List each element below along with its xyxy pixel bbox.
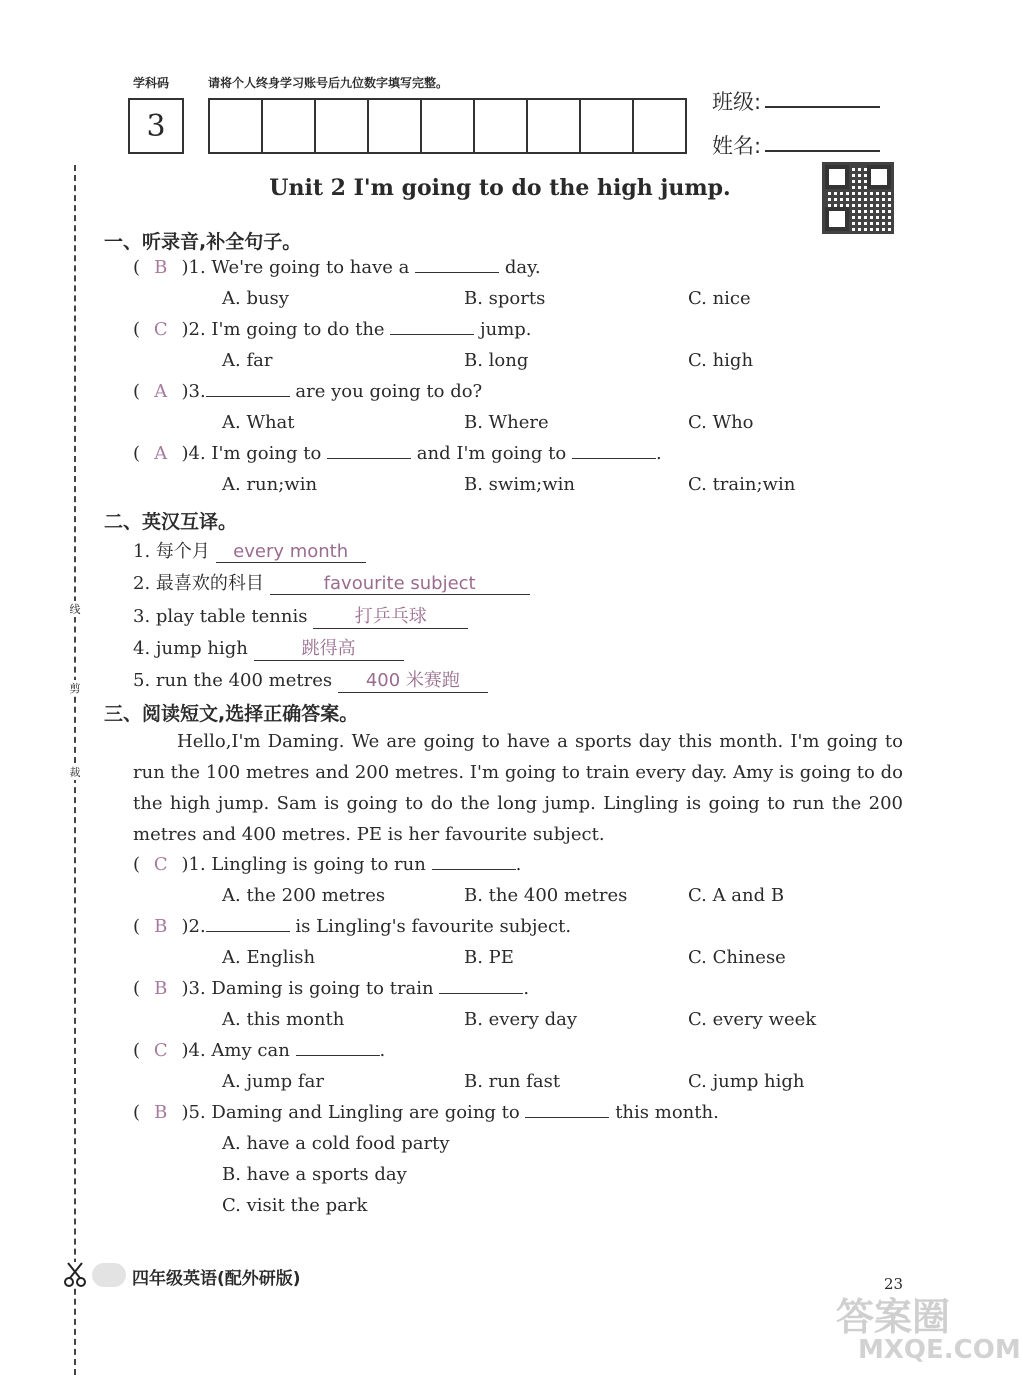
s3-question-1: ( C )1. Lingling is going to run . [133,854,522,875]
digit-box[interactable] [422,100,475,152]
digit-box[interactable] [369,100,422,152]
digit-box[interactable] [581,100,634,152]
name-field[interactable] [765,128,880,152]
answer-mark: A [154,443,168,464]
scissors-icon [62,1262,88,1288]
option-a: A. English [222,947,316,968]
handwritten-answer[interactable]: 跳得高 [254,634,404,661]
answer-blank[interactable] [415,272,499,273]
section3-heading: 三、阅读短文,选择正确答案。 [104,703,359,725]
s3-question-5: ( B )5. Daming and Lingling are going to this month. [133,1102,719,1123]
class-field[interactable] [765,84,880,108]
subject-code-label: 学科码 [133,76,170,90]
s3-question-4: ( C )4. Amy can . [133,1040,386,1061]
margin-cut-label: 剪 [66,680,84,696]
digit-box[interactable] [634,100,685,152]
answer-blank[interactable] [439,993,523,994]
option-a: A. have a cold food party [222,1133,450,1154]
watermark-logo: 答案圈 [836,1295,951,1339]
handwritten-answer[interactable]: 400 米赛跑 [338,666,488,693]
account-instruction: 请将个人终身学习账号后九位数字填写完整。 [208,76,449,90]
answer-mark: B [154,1102,168,1123]
option-b: B. swim;win [464,474,575,495]
s1-question-4: ( A )4. I'm going to and I'm going to . [133,443,662,464]
handwritten-answer[interactable]: every month [216,541,366,563]
option-b: B. run fast [464,1071,561,1092]
option-c: C. A and B [688,885,785,906]
option-c: C. train;win [688,474,796,495]
option-c: C. high [688,350,754,371]
option-c: C. every week [688,1009,817,1030]
page-number: 23 [884,1275,904,1293]
answer-blank[interactable] [296,1055,380,1056]
answer-blank[interactable] [206,396,290,397]
option-a: A. What [222,412,295,433]
name-label: 姓名: [712,134,762,158]
option-a: A. far [222,350,273,371]
digit-box[interactable] [475,100,528,152]
option-a: A. run;win [222,474,318,495]
option-c: C. jump high [688,1071,805,1092]
digit-box[interactable] [528,100,581,152]
handwritten-answer[interactable]: favourite subject [270,573,530,595]
s1-question-1: ( B )1. We're going to have a day. [133,257,541,278]
s3-question-2: ( B )2. is Lingling's favourite subject. [133,916,572,937]
answer-blank[interactable] [390,334,474,335]
book-title: 四年级英语(配外研版) [132,1269,301,1289]
subject-code-box [128,98,184,154]
option-a: A. this month [222,1009,345,1030]
section1-heading: 一、听录音,补全句子。 [104,231,302,253]
option-c: C. Who [688,412,754,433]
reading-passage: Hello,I'm Daming. We are going to have a sports day this month. I'm going to run the 100 metres and 200 metres. I'm going to train every day. Amy is going to do the high jump. Sam is going to do the long jump. Lingling is going to run the 200 metres and 400 metres. PE is her favourite subject. [133,731,903,845]
answer-blank[interactable] [525,1117,609,1118]
option-a: A. the 200 metres [222,885,386,906]
section2-heading: 二、英汉互译。 [104,511,238,533]
option-a: A. jump far [222,1071,324,1092]
digit-box[interactable] [263,100,316,152]
option-b: B. sports [464,288,546,309]
option-b: B. Where [464,412,549,433]
option-a: A. busy [222,288,289,309]
s1-question-2: ( C )2. I'm going to do the jump. [133,319,532,340]
s2-item-2: 2. 最喜欢的科目 favourite subject [133,569,530,595]
option-c: C. nice [688,288,751,309]
class-label: 班级: [712,90,762,114]
option-b: B. the 400 metres [464,885,628,906]
margin-trim-label: 裁 [66,764,84,780]
answer-blank[interactable] [572,458,656,459]
answer-mark: C [153,1040,168,1061]
answer-mark: B [154,257,168,278]
answer-blank[interactable] [206,931,290,932]
s3-question-3: ( B )3. Daming is going to train . [133,978,530,999]
option-b: B. have a sports day [222,1164,407,1185]
footer-badge-icon [92,1263,126,1287]
answer-blank[interactable] [432,869,516,870]
unit-title: Unit 2 I'm going to do the high jump. [269,175,731,201]
option-c: C. visit the park [222,1195,368,1216]
account-digit-boxes[interactable] [208,98,687,154]
s2-item-5: 5. run the 400 metres 400 米赛跑 [133,666,488,693]
margin-line-label: 线 [66,601,84,617]
handwritten-answer[interactable]: 打乒乓球 [313,602,468,629]
option-b: B. PE [464,947,514,968]
answer-mark: C [153,854,168,875]
digit-box[interactable] [316,100,369,152]
watermark-url: MXQE.COM [858,1335,1021,1365]
s2-item-3: 3. play table tennis 打乒乓球 [133,602,468,629]
digit-box[interactable] [210,100,263,152]
s2-item-1: 1. 每个月 every month [133,537,366,563]
subject-code: 3 [146,108,166,144]
answer-mark: A [154,381,168,402]
answer-mark: B [154,978,168,999]
answer-mark: C [153,319,168,340]
option-c: C. Chinese [688,947,786,968]
s2-item-4: 4. jump high 跳得高 [133,634,404,661]
answer-mark: B [154,916,168,937]
answer-blank[interactable] [327,458,411,459]
s1-question-3: ( A )3. are you going to do? [133,381,483,402]
option-b: B. long [464,350,529,371]
option-b: B. every day [464,1009,578,1030]
